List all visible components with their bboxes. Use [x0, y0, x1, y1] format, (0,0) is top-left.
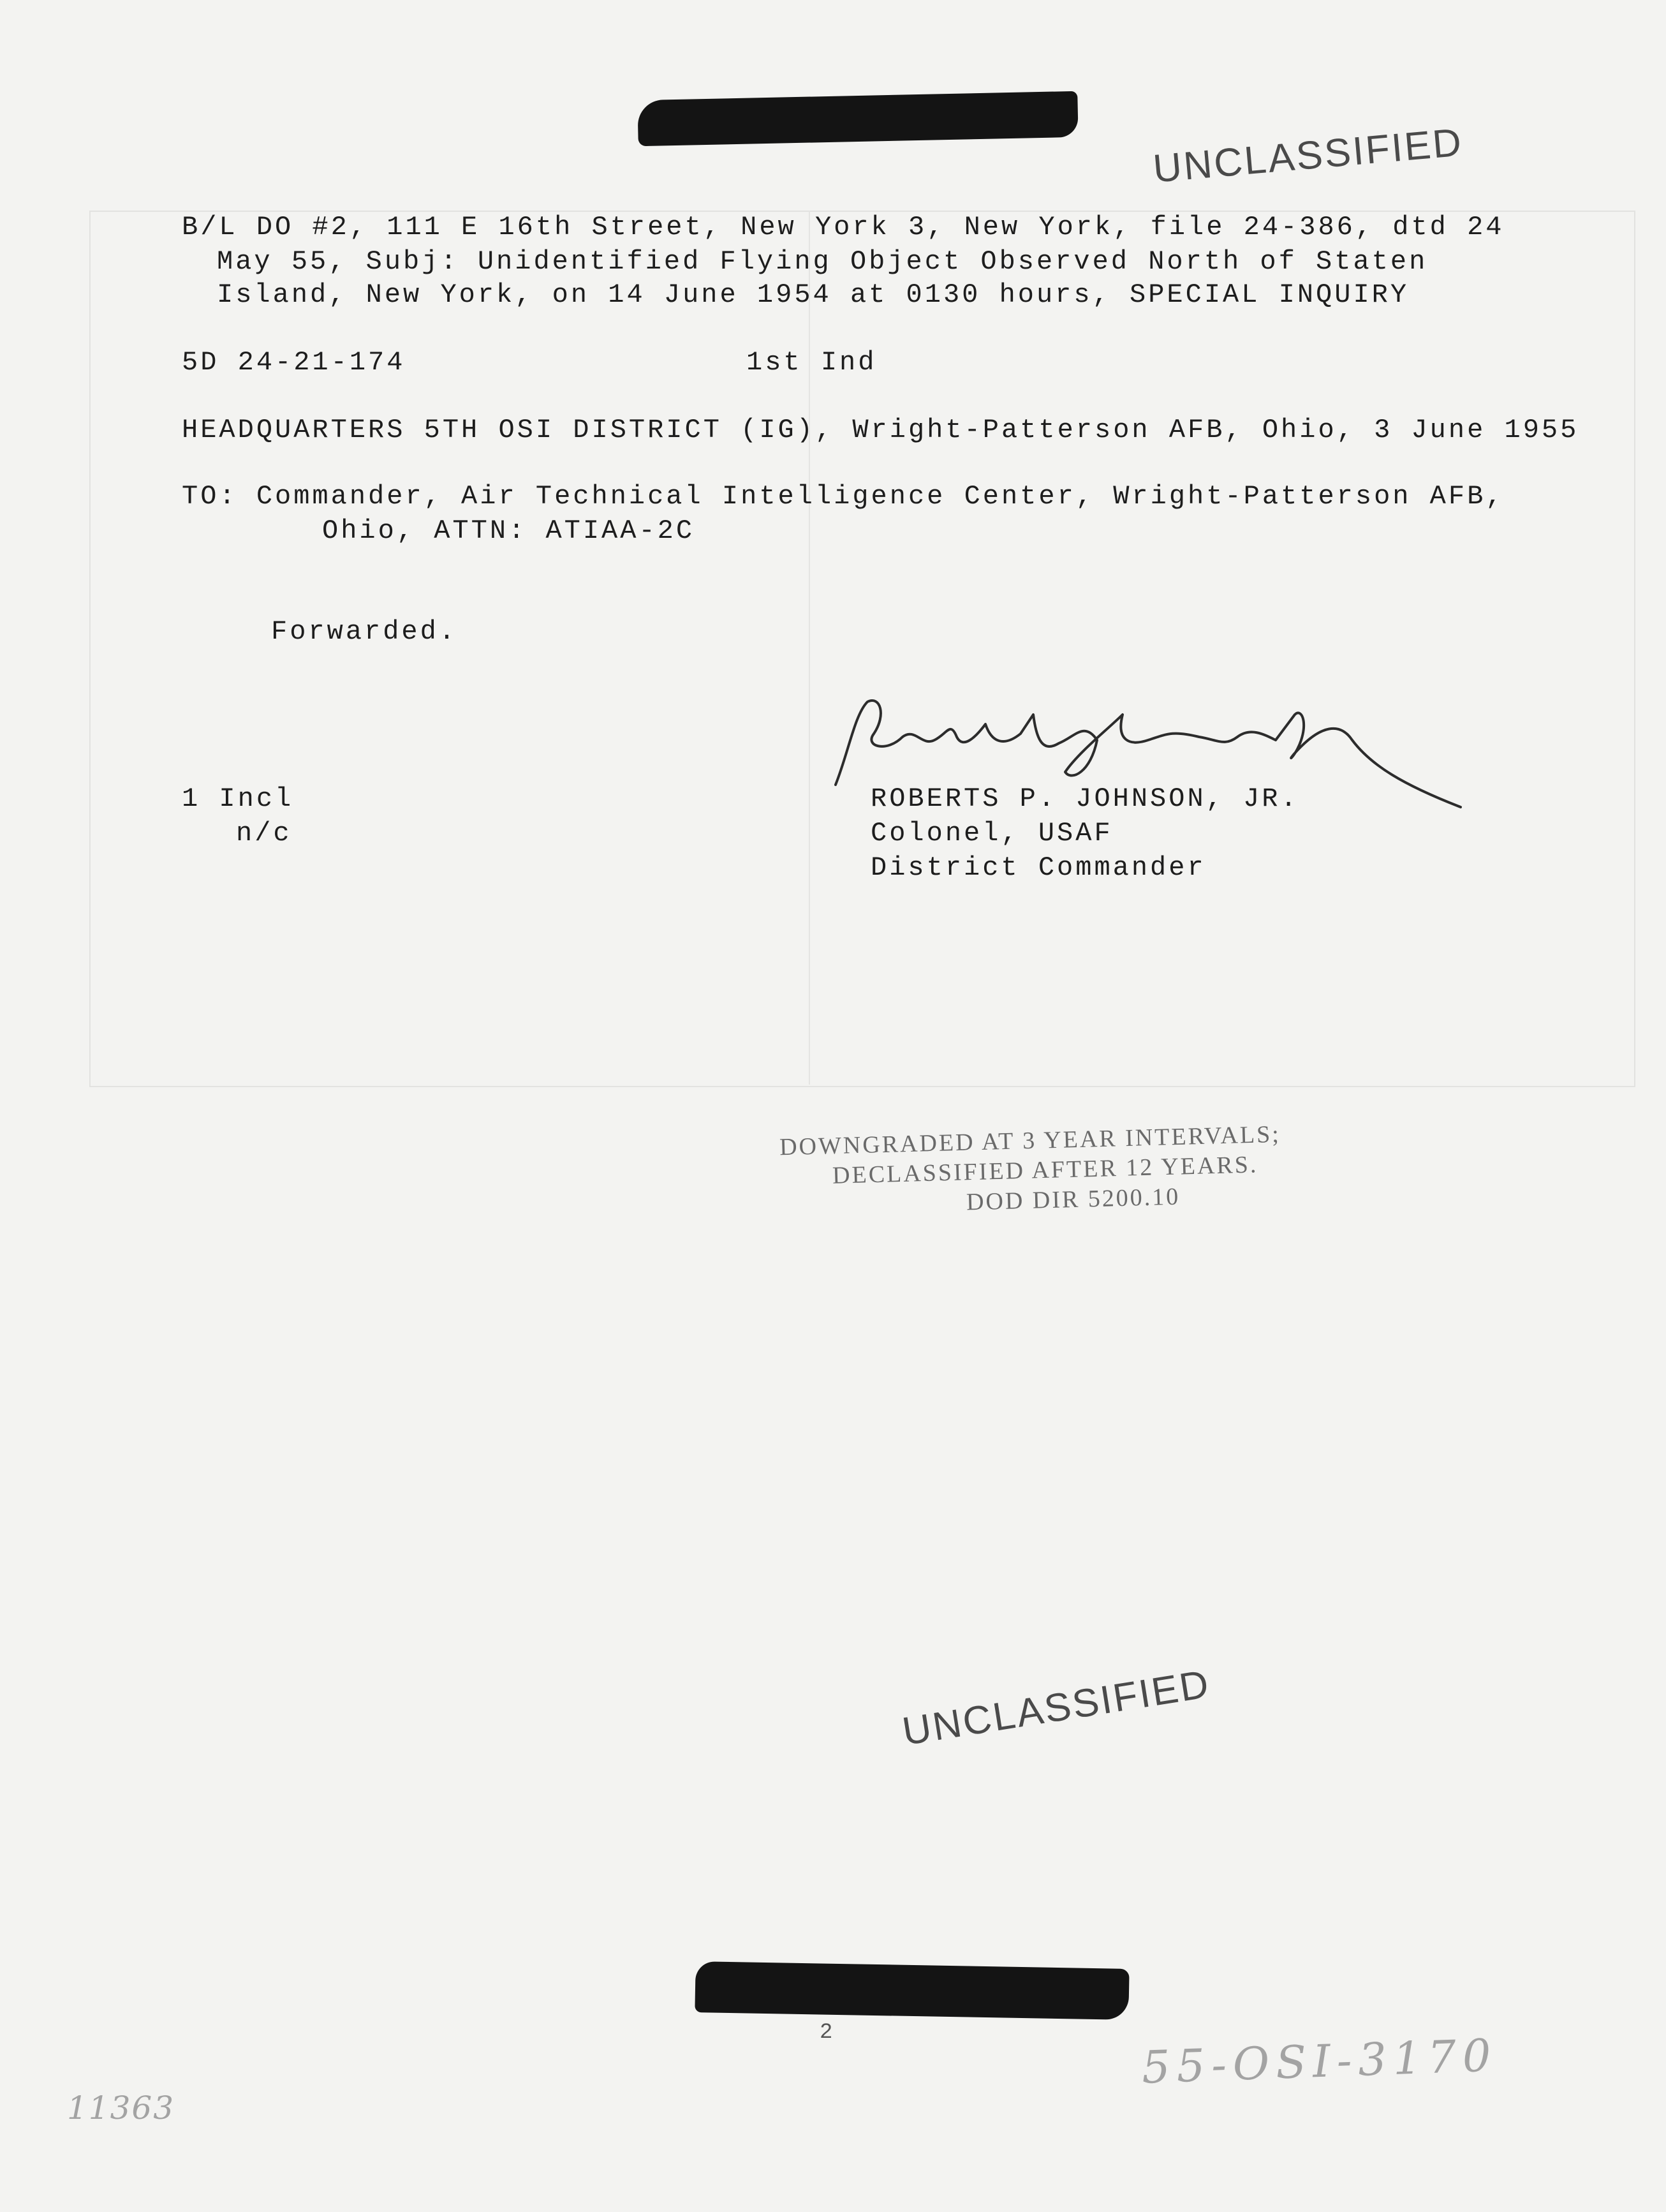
reference-line-1: B/L DO #2, 111 E 16th Street, New York 3, New York, file 24-386, dtd 24 — [182, 212, 1505, 242]
bleed-through-form — [89, 211, 1635, 1087]
reference-line-3: Island, New York, on 14 June 1954 at 0130 hours, SPECIAL INQUIRY — [217, 279, 1410, 310]
signer-name: ROBERTS P. JOHNSON, JR. — [871, 783, 1299, 814]
signer-rank: Colonel, USAF — [871, 818, 1113, 849]
page-number: 2 — [820, 2021, 836, 2045]
file-number: 5D 24-21-174 — [182, 347, 406, 378]
redaction-bar-bottom — [695, 1961, 1129, 2020]
redaction-bar-top — [637, 91, 1078, 146]
body-text: Forwarded. — [271, 616, 458, 647]
to-line-2: Ohio, ATTN: ATIAA-2C — [322, 516, 695, 546]
indorsement: 1st Ind — [746, 347, 877, 378]
from-line: HEADQUARTERS 5TH OSI DISTRICT (IG), Wright-Patterson AFB, Ohio, 3 June 1955 — [182, 415, 1579, 445]
signer-title: District Commander — [871, 852, 1206, 883]
downgrade-stamp-line-1: DOWNGRADED AT 3 YEAR INTERVALS; — [779, 1120, 1281, 1161]
enclosure-count: 1 Incl — [182, 783, 294, 814]
unclassified-stamp-top: UNCLASSIFIED — [1151, 120, 1465, 191]
reference-line-2: May 55, Subj: Unidentified Flying Object Observed North of Staten — [217, 246, 1428, 277]
bleed-through-divider — [809, 211, 810, 1085]
handwritten-corner-number: 11363 — [67, 2090, 175, 2127]
downgrade-stamp-line-3: DOD DIR 5200.10 — [966, 1183, 1181, 1216]
unclassified-stamp-bottom: UNCLASSIFIED — [899, 1661, 1214, 1755]
downgrade-stamp-line-2: DECLASSIFIED AFTER 12 YEARS. — [832, 1151, 1258, 1189]
to-line-1: TO: Commander, Air Technical Intelligence Center, Wright-Patterson AFB, — [182, 481, 1505, 512]
handwritten-file-number: 55-OSI-3170 — [1140, 2029, 1498, 2094]
enclosure-note: n/c — [236, 818, 292, 849]
